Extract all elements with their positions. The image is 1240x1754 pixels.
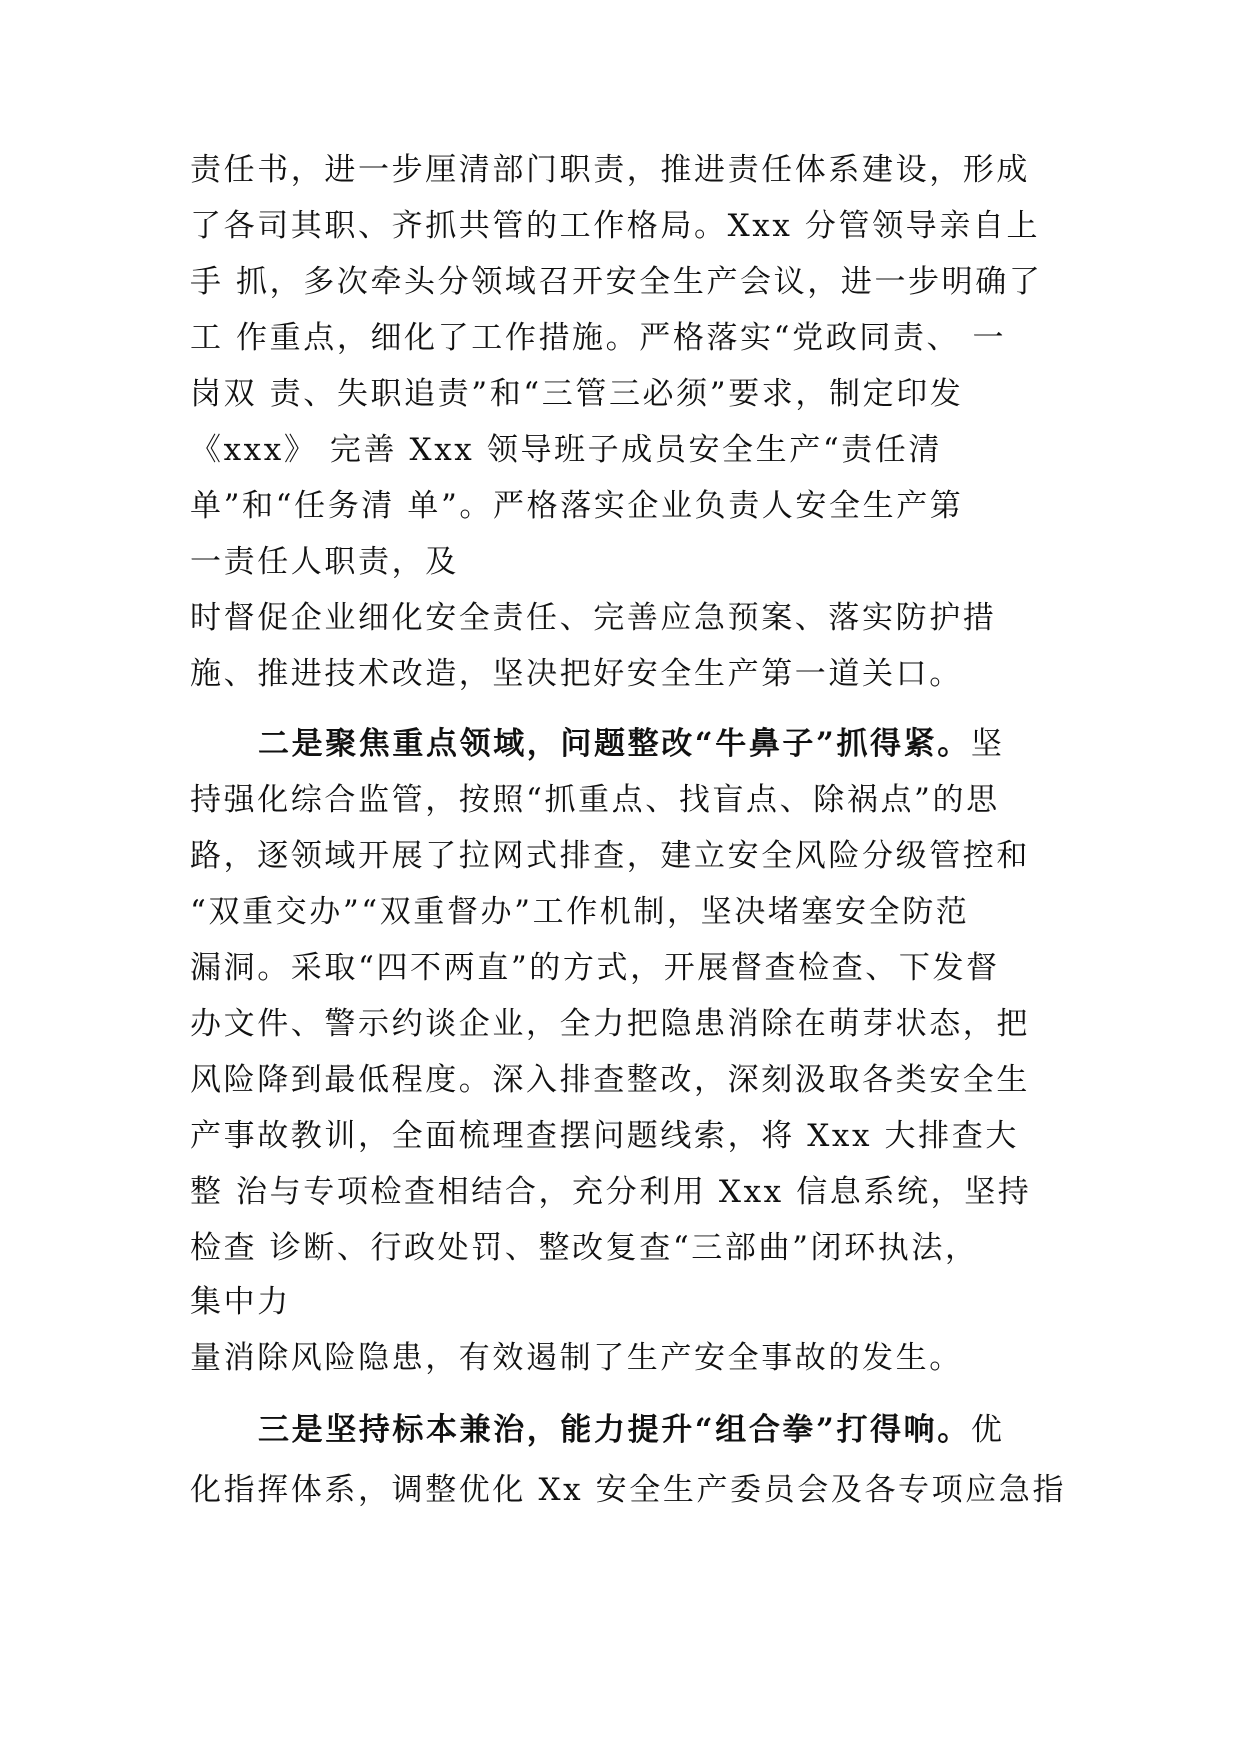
- text-line: 时督促企业细化安全责任、完善应急预案、落实防护措: [190, 600, 997, 636]
- text-line: 路，逐领域开展了拉网式排查，建立安全风险分级管控和: [190, 838, 1030, 874]
- text-line: 单”和“任务清 单”。严格落实企业负责人安全生产第: [190, 488, 964, 524]
- paragraph-first-line: [258, 724, 1004, 764]
- text-line: 量消除风险隐患，有效遏制了生产安全事故的发生。: [190, 1340, 963, 1376]
- text-line: 持强化综合监管，按照“抓重点、找盲点、除祸点”的思: [190, 782, 1000, 818]
- paragraph-heading: 二是聚焦重点领域，问题整改“牛鼻子”抓得紧。: [258, 726, 971, 762]
- text-line: 风险降到最低程度。深入排查整改，深刻汲取各类安全生: [190, 1062, 1030, 1098]
- text-line: 集中力: [190, 1284, 291, 1320]
- paragraph-first-line: [258, 1410, 1004, 1450]
- text-line: 检查 诊断、行政处罚、整改复查“三部曲”闭环执法，: [190, 1230, 979, 1266]
- text-line: 岗双 责、失职追责”和“三管三必须”要求，制定印发: [190, 376, 964, 412]
- text-line: 办文件、警示约谈企业，全力把隐患消除在萌芽状态，把: [190, 1006, 1030, 1042]
- text-line: 了各司其职、齐抓共管的工作格局。Xxx 分管领导亲自上: [190, 208, 1041, 244]
- text-line: 责任书，进一步厘清部门职责，推进责任体系建设，形成: [190, 152, 1030, 188]
- text-line: 手 抓，多次牵头分领域召开安全生产会议，进一步明确了: [190, 264, 1043, 300]
- text-line: 整 治与专项检查相结合，充分利用 Xxx 信息系统，坚持: [190, 1174, 1032, 1210]
- paragraph-heading: 三是坚持标本兼治，能力提升“组合拳”打得响。: [258, 1412, 971, 1448]
- text-line: 工 作重点，细化了工作措施。严格落实“党政同责、 一: [190, 320, 1007, 356]
- text-line: 漏洞。采取“四不两直”的方式，开展督查检查、下发督: [190, 950, 1000, 986]
- paragraph-tail: 优: [970, 1412, 1005, 1448]
- paragraph-tail: 坚: [970, 726, 1005, 762]
- text-line: 一责任人职责，及: [190, 544, 459, 580]
- text-line: 施、推进技术改造，坚决把好安全生产第一道关口。: [190, 656, 963, 692]
- text-line: “双重交办”“双重督办”工作机制，坚决堵塞安全防范: [190, 894, 970, 930]
- text-line: 化指挥体系，调整优化 Xx 安全生产委员会及各专项应急指: [190, 1472, 1067, 1508]
- text-line: 产事故教训，全面梳理查摆问题线索，将 Xxx 大排查大: [190, 1118, 1019, 1154]
- text-line: 《xxx》 完善 Xxx 领导班子成员安全生产“责任清: [190, 432, 943, 468]
